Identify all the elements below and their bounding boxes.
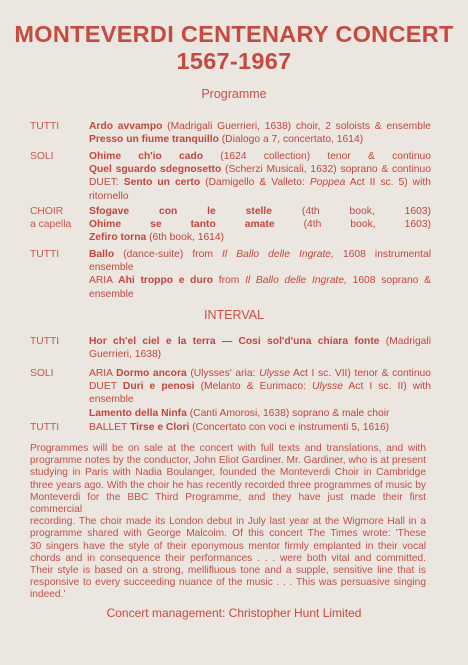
paragraph-line: studying in Paris with Nadia Boulanger, founded the Monteverdi Choir in Cambridge bbox=[30, 467, 426, 479]
work-line bbox=[89, 407, 431, 420]
paragraph-line: Their style is based on a strong, mellifluous tone and a supple, sensitive line that is bbox=[30, 565, 426, 577]
work-line bbox=[89, 335, 431, 348]
work-line bbox=[89, 231, 431, 244]
work-title: Hor ch'el ciel e la terra — Cosi sol'd'una chiara fonte bbox=[89, 336, 380, 347]
performer-label bbox=[30, 150, 90, 163]
work-detail: (1624 collection) tenor & continuo bbox=[203, 151, 431, 162]
opera-title: Il Ballo delle Ingrate, bbox=[222, 249, 334, 260]
work-line bbox=[89, 380, 431, 393]
performer-label bbox=[30, 335, 90, 348]
work-title: Presso un fiume tranquillo bbox=[89, 134, 219, 146]
opera-title: Ulysse bbox=[312, 381, 343, 393]
work-detail: (Concertato con voci e instrumenti 5, 1616) bbox=[189, 422, 390, 433]
work-line bbox=[89, 120, 431, 133]
work-detail: DUET bbox=[89, 381, 123, 393]
work-line bbox=[89, 190, 431, 203]
work-title: Ballo bbox=[89, 249, 115, 260]
paragraph-line: Programmes will be on sale at the concert with full texts and translations, and with bbox=[30, 443, 426, 454]
work-listing bbox=[89, 150, 431, 203]
programme-notes-paragraph bbox=[30, 443, 426, 602]
paragraph-line: recording. The choir made its London debut in July last year at the Wigmore Hall in a bbox=[30, 516, 426, 528]
work-detail: (6th book, 1614) bbox=[146, 232, 225, 244]
work-detail: (dance-suite) from bbox=[114, 249, 223, 260]
work-line bbox=[89, 288, 431, 301]
work-title: Quel sguardo sdegnosetto bbox=[89, 164, 222, 176]
performer-label-text: TUTTI bbox=[30, 121, 60, 132]
interval-heading: INTERVAL bbox=[204, 308, 264, 322]
performer-label bbox=[30, 421, 90, 434]
paragraph-line: programme shared with George Malcolm. Of this concert The Times wrote: 'These bbox=[30, 528, 426, 540]
work-listing bbox=[89, 335, 431, 361]
work-detail: ARIA bbox=[89, 368, 117, 379]
work-detail: (Madrigali Guerrieri, 1638) choir, 2 soloists & ensemble bbox=[162, 121, 432, 132]
work-listing bbox=[89, 367, 431, 420]
work-listing bbox=[89, 205, 431, 245]
work-detail: (Melanto & Eurimaco: bbox=[194, 381, 313, 393]
performer-label bbox=[30, 367, 90, 380]
work-title: Duri e penosi bbox=[122, 381, 195, 393]
work-detail: (Damigello & Valleto: bbox=[200, 177, 310, 189]
work-detail: DUET: bbox=[89, 177, 124, 189]
work-listing bbox=[89, 248, 431, 301]
work-detail: (Ulysses' aria: bbox=[186, 368, 260, 379]
work-title: Ardo avvampo bbox=[89, 121, 163, 132]
work-line bbox=[89, 150, 431, 163]
paragraph-line: 30 singers have the style of their eponymous mentor firmly emplanted in their vocal bbox=[30, 540, 426, 552]
programme-heading: Programme bbox=[201, 87, 267, 101]
work-detail: (Dialogo a 7, concertato, 1614) bbox=[218, 134, 364, 146]
performer-label-text: TUTTI bbox=[30, 422, 60, 433]
work-detail: ensemble bbox=[89, 262, 134, 274]
work-detail: from bbox=[213, 275, 246, 287]
work-listing bbox=[89, 120, 431, 146]
work-line bbox=[89, 176, 431, 189]
performer-label-subtext: a capella bbox=[30, 219, 72, 231]
work-line bbox=[89, 163, 431, 176]
performer-label-text: CHOIR bbox=[30, 206, 64, 217]
work-line bbox=[89, 367, 431, 380]
performer-label bbox=[30, 248, 90, 261]
performer-label bbox=[30, 205, 90, 231]
work-listing bbox=[89, 421, 431, 434]
work-detail: (4th book, 1603) bbox=[274, 219, 431, 231]
performer-label-text: TUTTI bbox=[30, 336, 60, 347]
work-title: Ahi troppo e duro bbox=[118, 275, 214, 287]
paragraph-line: indeed.' bbox=[30, 589, 66, 601]
concert-management-credit: Concert management: Christopher Hunt Limited bbox=[106, 606, 362, 620]
work-detail: 1608 soprano & bbox=[346, 275, 431, 287]
paragraph-line: chords and in consequence their performances . . . were both vital and committed. bbox=[30, 552, 426, 564]
work-detail: (Scherzi Musicali, 1632) soprano & continuo bbox=[221, 164, 431, 176]
work-line bbox=[89, 261, 431, 274]
work-detail: Act I sc. VII) tenor & continuo bbox=[289, 368, 432, 379]
work-detail: Guerrieri, 1638) bbox=[89, 349, 162, 361]
performer-label-text: TUTTI bbox=[30, 249, 60, 260]
paragraph-line: responsive to every succeeding nuance of the music . . . This was persuasive singing bbox=[30, 577, 426, 589]
work-line bbox=[89, 205, 431, 218]
work-detail: 1608 instrumental bbox=[333, 249, 431, 260]
work-line bbox=[89, 248, 431, 261]
paragraph-line: three years ago. With the choir he has recently recorded three programmes of music by bbox=[30, 479, 426, 491]
work-line bbox=[89, 348, 431, 361]
work-detail: ARIA bbox=[89, 275, 119, 287]
work-title: Lamento della Ninfa bbox=[89, 407, 187, 419]
work-detail: Act II sc. 5) with bbox=[345, 177, 431, 189]
work-detail: BALLET bbox=[89, 422, 131, 433]
work-title: Sfogave con le stelle bbox=[89, 206, 272, 217]
work-line bbox=[89, 133, 431, 146]
performer-label bbox=[30, 120, 90, 133]
work-detail: Act I sc. II) with bbox=[342, 381, 431, 393]
work-detail: (Canti Amorosi, 1638) soprano & male choir bbox=[186, 407, 390, 419]
work-line bbox=[89, 393, 431, 406]
work-line bbox=[89, 421, 431, 434]
work-line bbox=[89, 274, 431, 287]
work-detail: (Madrigali bbox=[379, 336, 431, 347]
work-title: Ohime ch'io cado bbox=[89, 151, 204, 162]
opera-title: Ulysse bbox=[259, 368, 290, 379]
work-detail: ensemble bbox=[89, 394, 134, 406]
page-title-years: 1567-1967 bbox=[176, 48, 292, 74]
opera-title: Poppea bbox=[309, 177, 346, 189]
work-title: Ohime se tanto amate bbox=[89, 219, 275, 231]
work-detail: ritornello bbox=[89, 190, 129, 202]
work-title: Tirse e Clori bbox=[130, 422, 190, 433]
work-detail: (4th book, 1603) bbox=[272, 206, 431, 217]
work-title: Dormo ancora bbox=[116, 368, 187, 379]
performer-label-text: SOLI bbox=[30, 151, 54, 162]
opera-title: Il Ballo delle Ingrate, bbox=[245, 275, 347, 287]
paragraph-line: Monteverdi for the BBC Third Programme, and they have just made their first commercial bbox=[30, 491, 426, 516]
work-title: Zefiro torna bbox=[89, 232, 147, 244]
work-detail: ensemble bbox=[89, 288, 134, 300]
performer-label-text: SOLI bbox=[30, 368, 54, 379]
page-title: MONTEVERDI CENTENARY CONCERT bbox=[14, 21, 454, 47]
work-line bbox=[89, 218, 431, 231]
work-title: Sento un certo bbox=[123, 177, 201, 189]
paragraph-line: programme notes by the conductor, John Eliot Gardiner. Mr. Gardiner, who is at present bbox=[30, 455, 426, 467]
